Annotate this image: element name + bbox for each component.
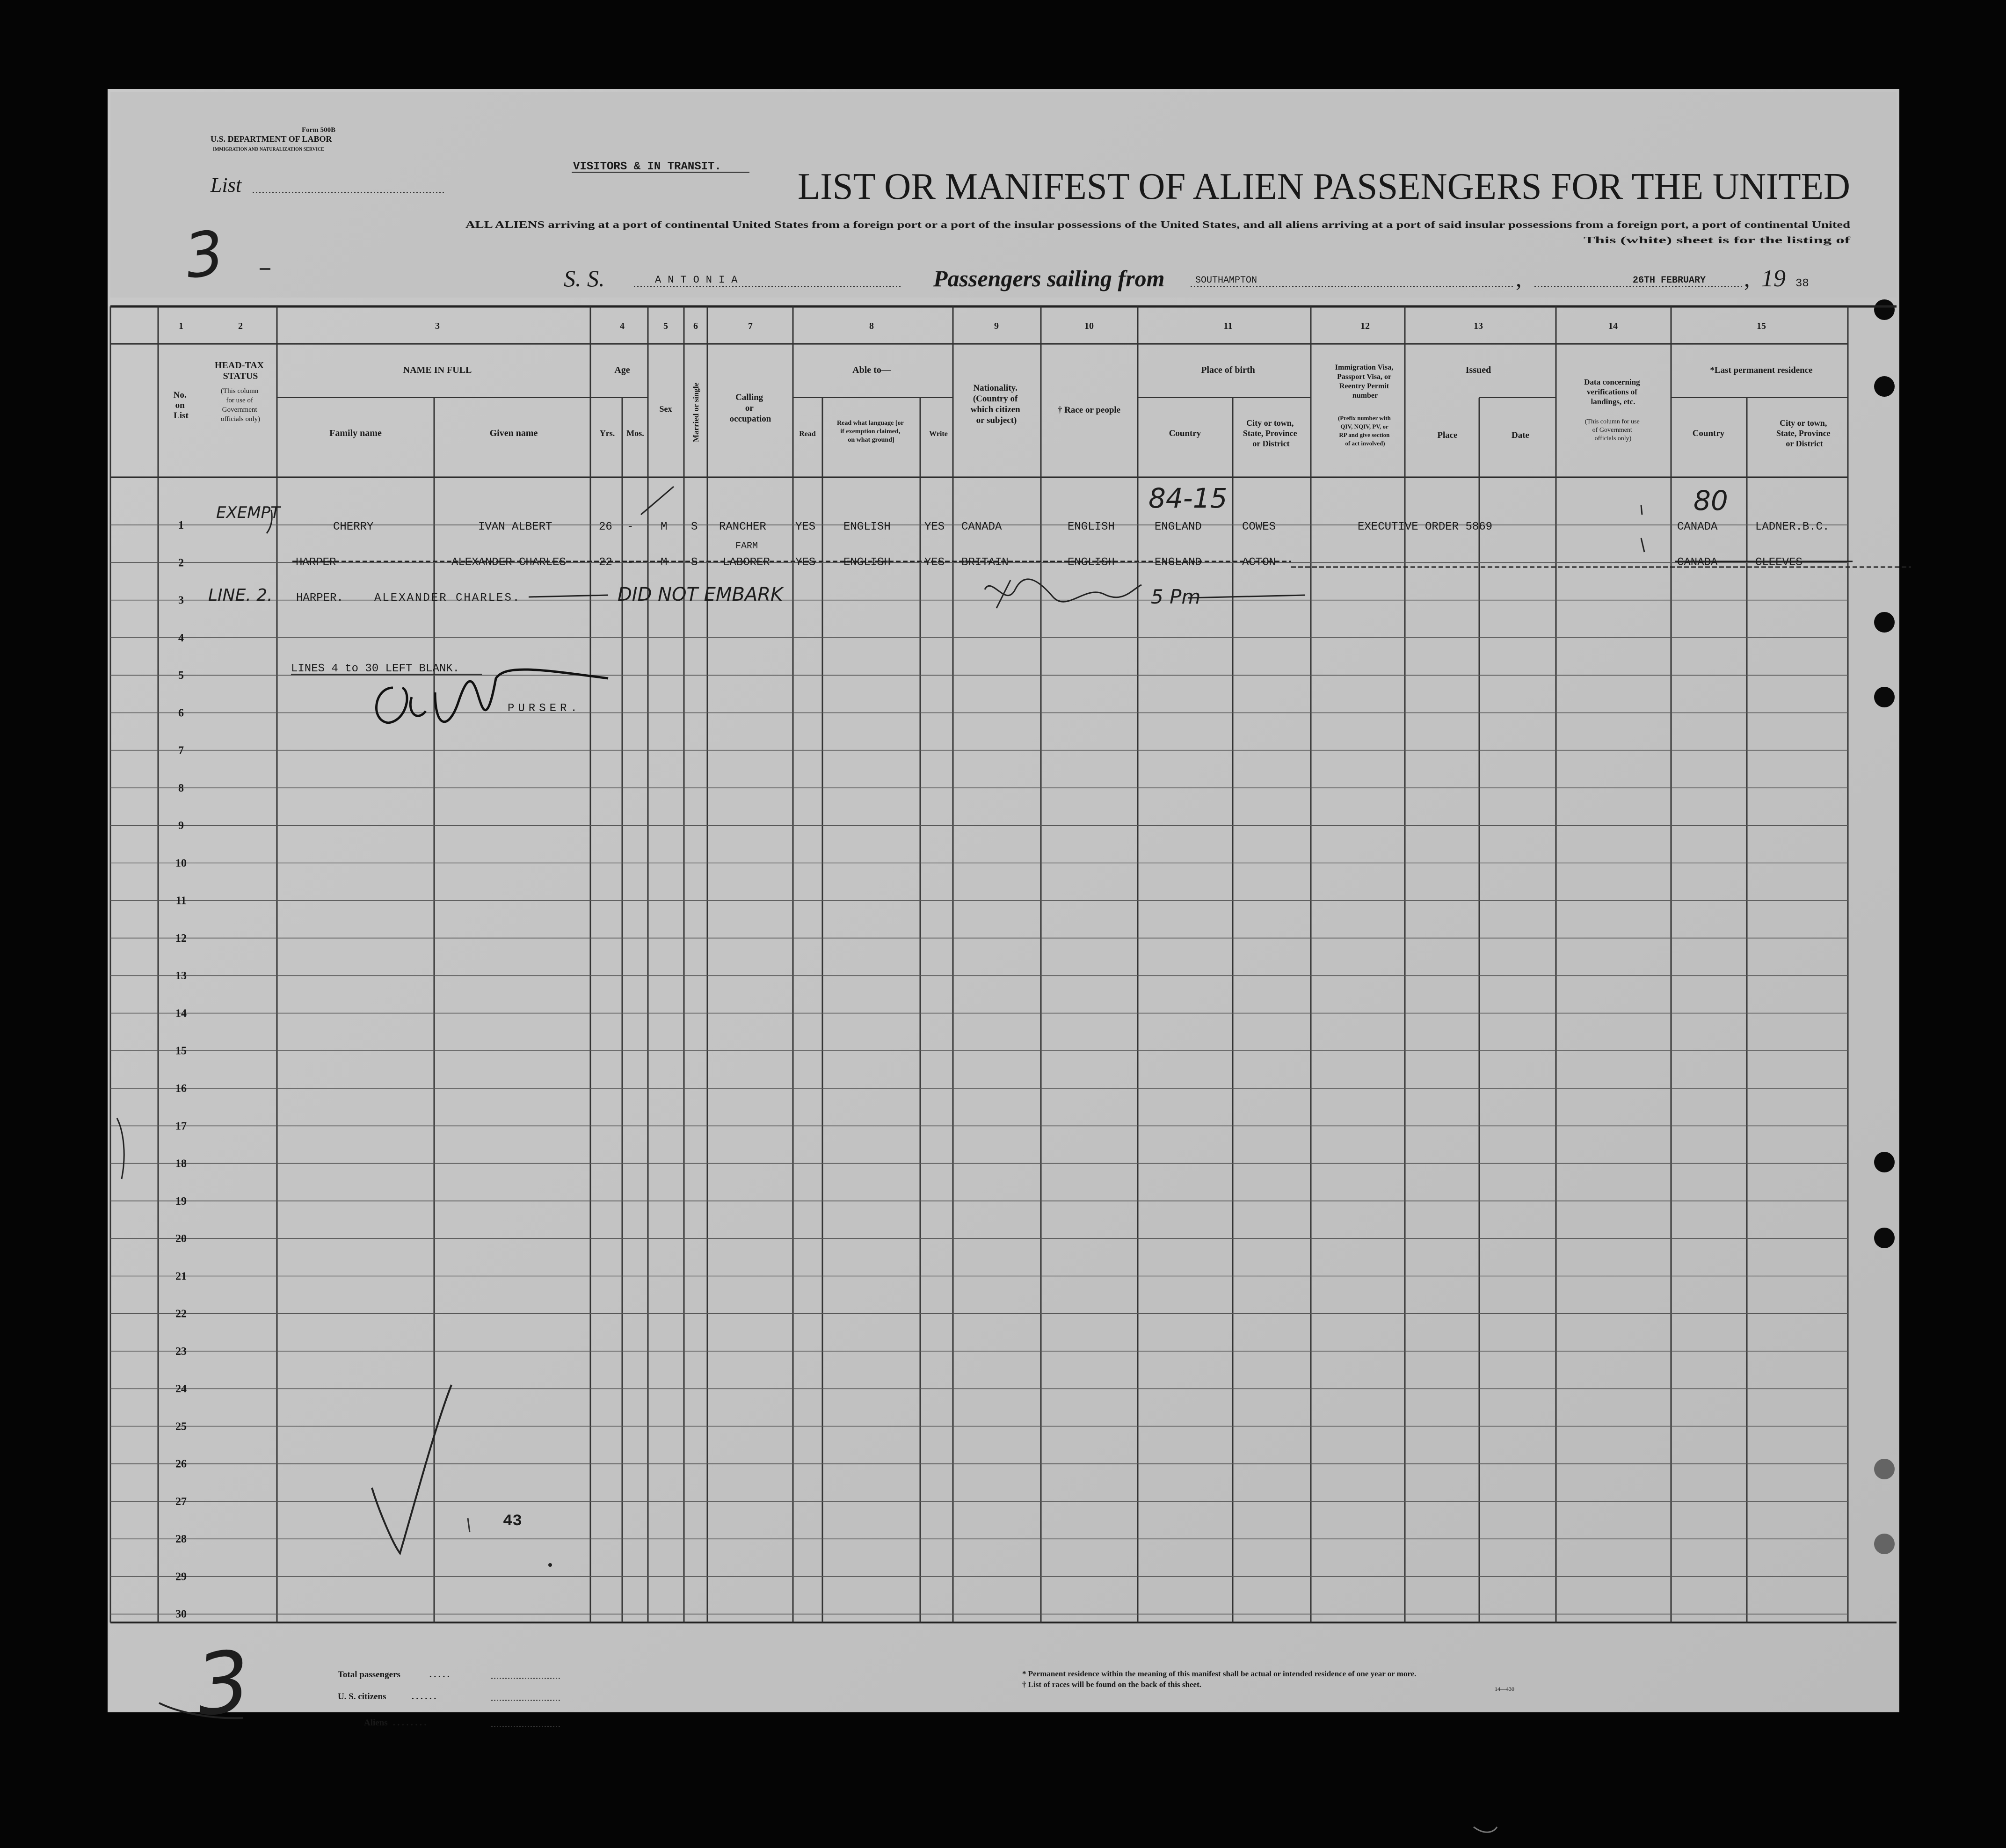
svg-text:M: M <box>661 521 668 533</box>
line-number: 21 <box>175 1270 187 1283</box>
header-head-tax-note: (This column for use of Government officials only) <box>220 387 261 423</box>
svg-text:26: 26 <box>599 521 612 533</box>
line-number: 26 <box>175 1458 187 1470</box>
line-number: 14 <box>175 1007 187 1020</box>
line-number: 20 <box>175 1233 187 1245</box>
svg-text:CANADA: CANADA <box>1677 521 1718 533</box>
header-birth-city: City or town, State, Province or District <box>1243 418 1297 448</box>
svg-text:3: 3 <box>435 321 440 331</box>
svg-text:Aliens: Aliens <box>364 1718 388 1728</box>
manifest-subtitle-1: ALL ALIENS arriving at a port of continental United States from a foreign port or a port of the insular possessions of the United States, and all aliens arriving at a port of said insular possessions from a foreign port, a port of continental United <box>465 219 1851 230</box>
line-number: 2 <box>178 557 184 569</box>
svg-text:14: 14 <box>1608 321 1618 331</box>
header-age: Age <box>614 365 630 375</box>
header-visa-note: (Prefix number with QIV, NQIV, PV, or RP and give section of act involved) <box>1337 415 1391 447</box>
handwritten-list-number: 3 <box>180 217 229 293</box>
svg-text:FARM: FARM <box>735 541 758 552</box>
svg-text:PURSER.: PURSER. <box>508 702 581 715</box>
svg-text:5: 5 <box>663 321 668 331</box>
form-code: 14—430 <box>1495 1686 1514 1692</box>
svg-text:ALEXANDER CHARLES.: ALEXANDER CHARLES. <box>374 592 521 604</box>
did-not-embark-remark: DID NOT EMBARK <box>618 584 783 605</box>
svg-text:COWES: COWES <box>1242 521 1276 533</box>
line-2-annotation: LINE. 2. <box>208 586 273 605</box>
header-sex: Sex <box>659 404 672 414</box>
stamp-number: 43 <box>503 1513 522 1530</box>
footnote-residence: * Permanent residence within the meaning of this manifest shall be actual or intended residence of one year or more. <box>1022 1669 1417 1678</box>
svg-text:Total passengers: Total passengers <box>338 1670 400 1680</box>
line-number: 11 <box>175 895 187 907</box>
line-number: 10 <box>175 857 187 870</box>
annotation-84-15: 84-15 <box>1148 482 1228 514</box>
line-number: 30 <box>175 1608 187 1621</box>
head-tax-exempt: EXEMPT <box>216 503 280 522</box>
header-race: † Race or people <box>1057 405 1121 415</box>
line-number: 15 <box>175 1045 187 1057</box>
annotation-80: 80 <box>1693 485 1728 517</box>
line-number: 6 <box>178 707 184 720</box>
svg-text:4: 4 <box>620 321 625 331</box>
line-number: 16 <box>175 1083 187 1095</box>
header-read: Read <box>799 430 816 438</box>
department-label: U.S. DEPARTMENT OF LABOR <box>211 134 332 144</box>
svg-text:YES: YES <box>795 521 816 533</box>
svg-text:,: , <box>1744 265 1750 291</box>
inspector-initials: 5 Pm <box>1151 585 1201 608</box>
departure-port: SOUTHAMPTON <box>1195 275 1257 286</box>
header-no-on-list: No. on List <box>173 390 189 421</box>
lines-blank-notice <box>291 662 482 675</box>
svg-text:YES: YES <box>924 521 945 533</box>
svg-text:-: - <box>627 521 634 533</box>
header-issued-place: Place <box>1437 430 1458 440</box>
list-label: List <box>211 174 242 196</box>
header-nationality: Nationality. (Country of which citizen or subject) <box>970 383 1020 425</box>
svg-text:,: , <box>1516 265 1522 291</box>
year-prefix: 19 <box>1761 265 1786 292</box>
line-number: 19 <box>175 1195 187 1208</box>
year-suffix: 38 <box>1795 277 1809 290</box>
line-number: 9 <box>178 820 184 832</box>
line-number: 25 <box>175 1420 187 1433</box>
header-res-country: Country <box>1692 429 1725 438</box>
svg-text:U. S. citizens: U. S. citizens <box>338 1692 386 1702</box>
header-read-language: Read what language [or if exemption claimed, on what ground] <box>837 420 904 444</box>
line-number: 23 <box>175 1345 187 1358</box>
svg-text:LADNER.B.C.: LADNER.B.C. <box>1755 521 1830 533</box>
line-number: 1 <box>178 519 184 531</box>
header-last-residence: *Last permanent residence <box>1710 365 1813 375</box>
line-number: 3 <box>178 594 184 607</box>
svg-text:LABORER: LABORER <box>723 556 770 569</box>
header-calling: Calling or occupation <box>729 393 771 424</box>
ship-name: ANTONIA <box>655 274 744 286</box>
svg-text:. . . . . .: . . . . . . <box>412 1692 436 1702</box>
line-number: 8 <box>178 782 184 794</box>
svg-text:11: 11 <box>1223 321 1233 331</box>
line-number: 7 <box>178 744 184 757</box>
header-married: Married or single <box>691 382 700 442</box>
svg-text:M: M <box>661 556 668 569</box>
header-name-in-full: NAME IN FULL <box>403 365 472 375</box>
svg-text:-: - <box>627 556 634 569</box>
svg-text:13: 13 <box>1474 321 1483 331</box>
svg-text:9: 9 <box>994 321 999 331</box>
line-number: 22 <box>175 1308 187 1320</box>
svg-text:12: 12 <box>1360 321 1370 331</box>
svg-text:6: 6 <box>693 321 698 331</box>
header-family-name: Family name <box>329 428 382 438</box>
footnote-races: † List of races will be found on the back of this sheet. <box>1022 1680 1201 1689</box>
service-label: IMMIGRATION AND NATURALIZATION SERVICE <box>213 147 324 152</box>
svg-text:ALEXANDER CHARLES: ALEXANDER CHARLES <box>451 556 566 569</box>
header-birth-country: Country <box>1169 429 1201 438</box>
svg-text:1: 1 <box>179 321 183 331</box>
header-given-name: Given name <box>489 428 538 438</box>
svg-text:15: 15 <box>1757 321 1766 331</box>
sailing-from-label: Passengers sailing from <box>933 265 1165 291</box>
header-issued-date: Date <box>1512 430 1529 440</box>
svg-text:ENGLISH: ENGLISH <box>843 556 891 569</box>
manifest-subtitle-2: This (white) sheet is for the listing of <box>1584 234 1851 246</box>
svg-text:22: 22 <box>599 556 612 569</box>
svg-text:BRITAIN: BRITAIN <box>961 556 1009 569</box>
line-number: 12 <box>175 932 187 945</box>
svg-text:. . . . . . . .: . . . . . . . . <box>393 1718 427 1728</box>
header-able-to: Able to— <box>852 365 891 375</box>
svg-text:ENGLAND: ENGLAND <box>1155 556 1202 569</box>
header-res-city: City or town, State, Province or District <box>1776 418 1831 448</box>
svg-text:7: 7 <box>748 321 753 331</box>
line-number: 29 <box>175 1571 187 1583</box>
line-number: 18 <box>175 1157 187 1170</box>
svg-text:ENGLISH: ENGLISH <box>843 521 891 533</box>
header-place-of-birth: Place of birth <box>1201 365 1255 375</box>
svg-text:HARPER.: HARPER. <box>296 592 343 604</box>
header-yrs: Yrs. <box>599 429 615 438</box>
line-number: 27 <box>175 1495 187 1508</box>
line-number: 24 <box>175 1383 187 1396</box>
svg-text:CANADA: CANADA <box>961 521 1002 533</box>
svg-text:2: 2 <box>238 321 243 331</box>
header-mos: Mos. <box>626 429 644 438</box>
svg-text:IVAN ALBERT: IVAN ALBERT <box>478 521 552 533</box>
line-number: 13 <box>175 970 187 982</box>
manifest-title: LIST OR MANIFEST OF ALIEN PASSENGERS FOR THE UNITED <box>798 166 1850 207</box>
line-number: 4 <box>178 632 184 644</box>
svg-text:CANADA: CANADA <box>1677 556 1718 569</box>
list-type: VISITORS & IN TRANSIT. <box>573 160 721 173</box>
departure-date: 26TH FEBRUARY <box>1633 275 1706 286</box>
page-mark: 3 <box>191 1632 255 1735</box>
form-number: Form 500B <box>302 126 336 134</box>
svg-text:S: S <box>691 521 698 533</box>
svg-text:10: 10 <box>1084 321 1094 331</box>
svg-text:LINES 4 to 30 LEFT BLANK.: LINES 4 to 30 LEFT BLANK. <box>291 662 460 675</box>
svg-text:8: 8 <box>869 321 874 331</box>
svg-text:CHERRY: CHERRY <box>333 521 374 533</box>
header-data-concerning: Data concerning verifications of landings, etc. <box>1584 378 1640 406</box>
header-head-tax: HEAD-TAX STATUS <box>214 360 264 381</box>
header-data-note: (This column for use of Government officials only) <box>1584 418 1640 442</box>
svg-text:. . . . .: . . . . . <box>429 1670 450 1680</box>
svg-text:YES: YES <box>924 556 945 569</box>
svg-text:HARPER: HARPER <box>296 556 336 569</box>
svg-text:RANCHER: RANCHER <box>719 521 766 533</box>
svg-text:ACTON: ACTON <box>1242 556 1276 569</box>
header-visa: Immigration Visa, Passport Visa, or Reentry Permit number <box>1335 364 1394 400</box>
svg-text:CLEEVES: CLEEVES <box>1755 556 1802 569</box>
ss-label: S. S. <box>564 265 605 291</box>
line-number: 5 <box>178 669 184 682</box>
svg-text:ENGLISH: ENGLISH <box>1068 521 1115 533</box>
header-write: Write <box>929 430 948 438</box>
header-issued: Issued <box>1465 365 1491 375</box>
svg-text:ENGLAND: ENGLAND <box>1155 521 1202 533</box>
svg-text:EXECUTIVE ORDER 5869: EXECUTIVE ORDER 5869 <box>1358 521 1493 533</box>
svg-text:ENGLISH: ENGLISH <box>1068 556 1115 569</box>
line-number: 28 <box>175 1533 187 1546</box>
line-number: 17 <box>175 1120 187 1133</box>
svg-text:YES: YES <box>795 556 816 569</box>
svg-text:S: S <box>691 556 698 569</box>
